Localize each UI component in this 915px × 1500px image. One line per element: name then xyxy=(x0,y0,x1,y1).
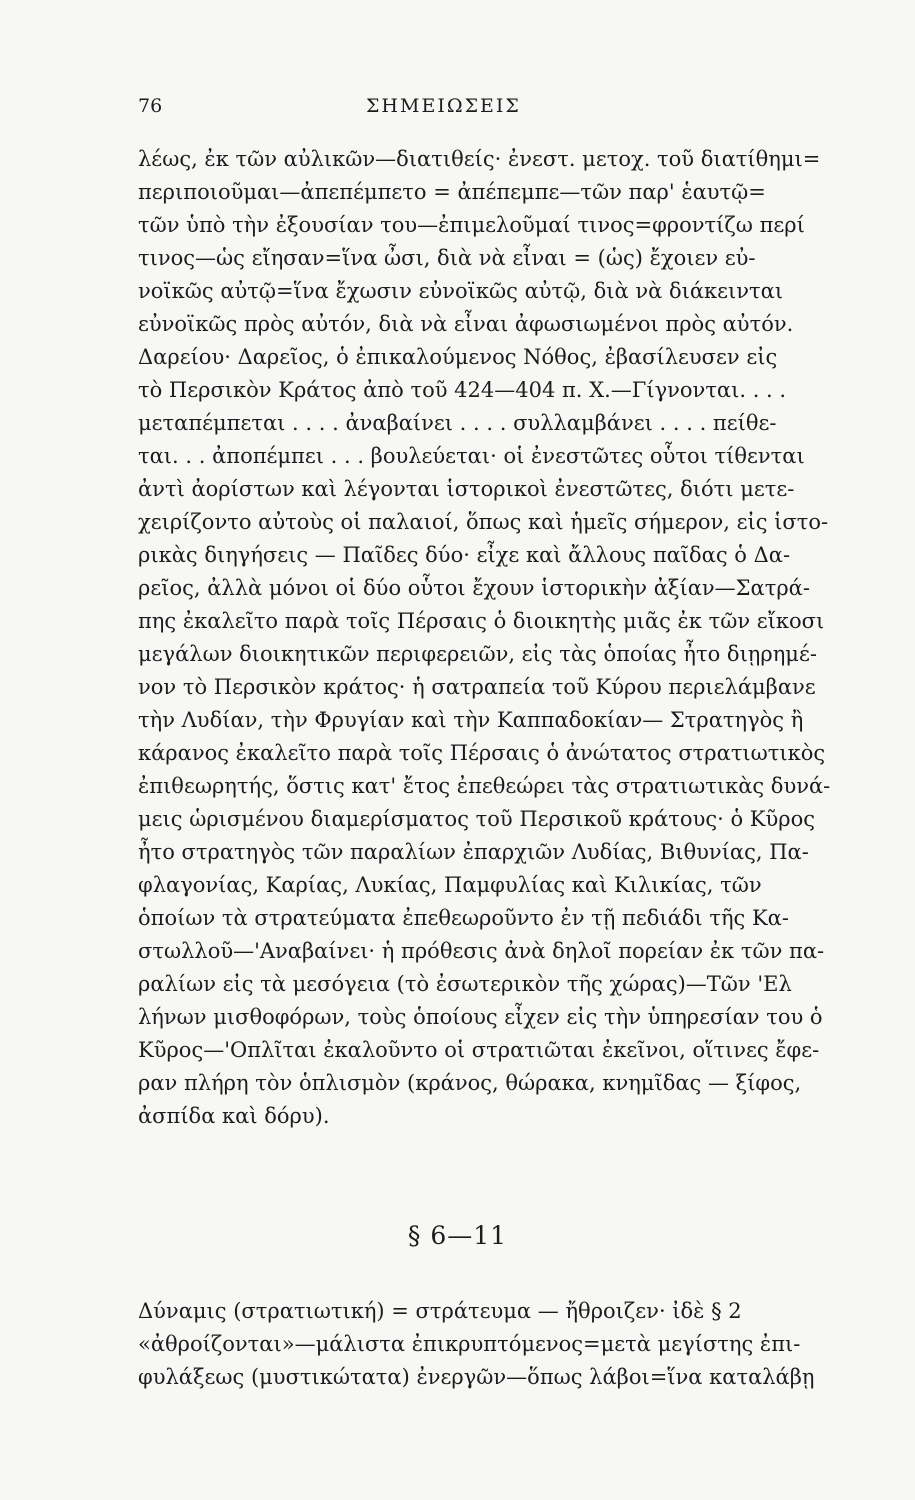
body-text-continued xyxy=(138,1295,901,1394)
page-number: 76 xyxy=(138,95,163,117)
text-line: λέως, ἐκ τῶν αὐλικῶν—διατιθείς· ἐνεστ. μετοχ. τοῦ διατίθημι= xyxy=(138,147,821,171)
text-line: στωλλοῦ—'Αναβαίνει· ἡ πρόθεσις ἀνὰ δηλοῖ πορείαν ἐκ τῶν πα- xyxy=(138,939,825,963)
text-line: πης ἐκαλεῖτο παρὰ τοῖς Πέρσαις ὁ διοικητὴς μιᾶς ἐκ τῶν εἴκοσι xyxy=(138,609,825,633)
text-line: νοϊκῶς αὐτῷ=ἵνα ἔχωσιν εὐνοϊκῶς αὐτῷ, διὰ νὰ διάκεινται xyxy=(138,279,784,303)
text-line: ραλίων εἰς τὰ μεσόγεια (τὸ ἐσωτερικὸν τῆς χώρας)—Τῶν 'Ελ xyxy=(138,972,792,996)
text-line: τῶν ὑπὸ τὴν ἐξουσίαν του—ἐπιμελοῦμαί τινος=φροντίζω περί xyxy=(138,213,805,237)
text-line: ραν πλήρη τὸν ὁπλισμὸν (κράνος, θώρακα, κνημῖδας — ξίφος, xyxy=(138,1071,802,1095)
text-line: περιποιοῦμαι—ἀπεπέμπετο = ἀπέπεμπε—τῶν παρ' ἑαυτῷ= xyxy=(138,180,766,204)
text-line: «ἀθροίζονται»—μάλιστα ἐπικρυπτόμενος=μετὰ μεγίστης ἐπι- xyxy=(138,1332,801,1356)
text-line: νον τὸ Περσικὸν κράτος· ἡ σατραπεία τοῦ Κύρου περιελάμβανε xyxy=(138,675,816,699)
body-text xyxy=(138,143,901,1133)
text-line: Δαρείου· Δαρεῖος, ὁ ἐπικαλούμενος Νόθος, ἐβασίλευσεν εἰς xyxy=(138,345,778,369)
text-line: χειρίζοντο αὐτοὺς οἱ παλαιοί, ὅπως καὶ ἡμεῖς σήμερον, εἰς ἱστο- xyxy=(138,510,829,534)
text-line: μεταπέμπεται . . . . ἀναβαίνει . . . . συλλαμβάνει . . . . πείθε- xyxy=(138,411,777,435)
text-line: ἀντὶ ἀορίστων καὶ λέγονται ἱστορικοὶ ἐνεστῶτες, διότι μετε- xyxy=(138,477,795,501)
running-title: ΣΗΜΕΙΩΣΕΙΣ xyxy=(366,95,521,117)
text-line: φυλάξεως (μυστικώτατα) ἐνεργῶν—ὅπως λάβοι=ἵνα καταλάβῃ xyxy=(138,1365,815,1389)
section-heading: § 6—11 xyxy=(407,1221,508,1250)
text-line: ὁποίων τὰ στρατεύματα ἐπεθεωροῦντο ἐν τῇ πεδιάδι τῆς Κα- xyxy=(138,906,789,930)
text-line: ρικὰς διηγήσεις — Παῖδες δύο· εἶχε καὶ ἄλλους παῖδας ὁ Δα- xyxy=(138,543,791,567)
text-line: μεγάλων διοικητικῶν περιφερειῶν, εἰς τὰς ὁποίας ἦτο διῃρημέ- xyxy=(138,642,817,666)
page-header xyxy=(138,95,915,125)
text-line: κάρανος ἐκαλεῖτο παρὰ τοῖς Πέρσαις ὁ ἀνώτατος στρατιωτικὸς xyxy=(138,741,826,765)
text-line: εὐνοϊκῶς πρὸς αὐτόν, διὰ νὰ εἶναι ἀφωσιωμένοι πρὸς αὐτόν. xyxy=(138,312,794,336)
text-line: λήνων μισθοφόρων, τοὺς ὁποίους εἶχεν εἰς τὴν ὑπηρεσίαν του ὁ xyxy=(138,1005,823,1029)
text-line: ρεῖος, ἀλλὰ μόνοι οἱ δύο οὗτοι ἔχουν ἱστορικὴν ἀξίαν—Σατρά- xyxy=(138,576,810,600)
text-line: ἀσπίδα καὶ δόρυ). xyxy=(138,1104,330,1128)
text-line: Κῦρος—'Οπλῖται ἐκαλοῦντο οἱ στρατιῶται ἐκεῖνοι, οἵτινες ἔφε- xyxy=(138,1038,820,1062)
text-line: τὴν Λυδίαν, τὴν Φρυγίαν καὶ τὴν Καππαδοκίαν— Στρατηγὸς ἢ xyxy=(138,708,804,732)
text-line: τὸ Περσικὸν Κράτος ἀπὸ τοῦ 424—404 π. Χ.—Γίγνονται. . . . xyxy=(138,378,787,402)
text-line: φλαγονίας, Καρίας, Λυκίας, Παμφυλίας καὶ Κιλικίας, τῶν xyxy=(138,873,762,897)
text-line: ἦτο στρατηγὸς τῶν παραλίων ἐπαρχιῶν Λυδίας, Βιθυνίας, Πα- xyxy=(138,840,809,864)
text-line: ται. . . ἀποπέμπει . . . βουλεύεται· οἱ ἐνεστῶτες οὗτοι τίθενται xyxy=(138,444,805,468)
text-line: μεις ὡρισμένου διαμερίσματος τοῦ Περσικοῦ κράτους· ὁ Κῦρος xyxy=(138,807,815,831)
text-line: Δύναμις (στρατιωτική) = στράτευμα — ἤθροιζεν· ἰδὲ § 2 xyxy=(138,1299,742,1323)
text-line: ἐπιθεωρητής, ὅστις κατ' ἔτος ἐπεθεώρει τὰς στρατιωτικὰς δυνά- xyxy=(138,774,831,798)
text-line: τινος—ὡς εἴησαν=ἵνα ὦσι, διὰ νὰ εἶναι = (ὡς) ἔχοιεν εὐ- xyxy=(138,246,756,270)
